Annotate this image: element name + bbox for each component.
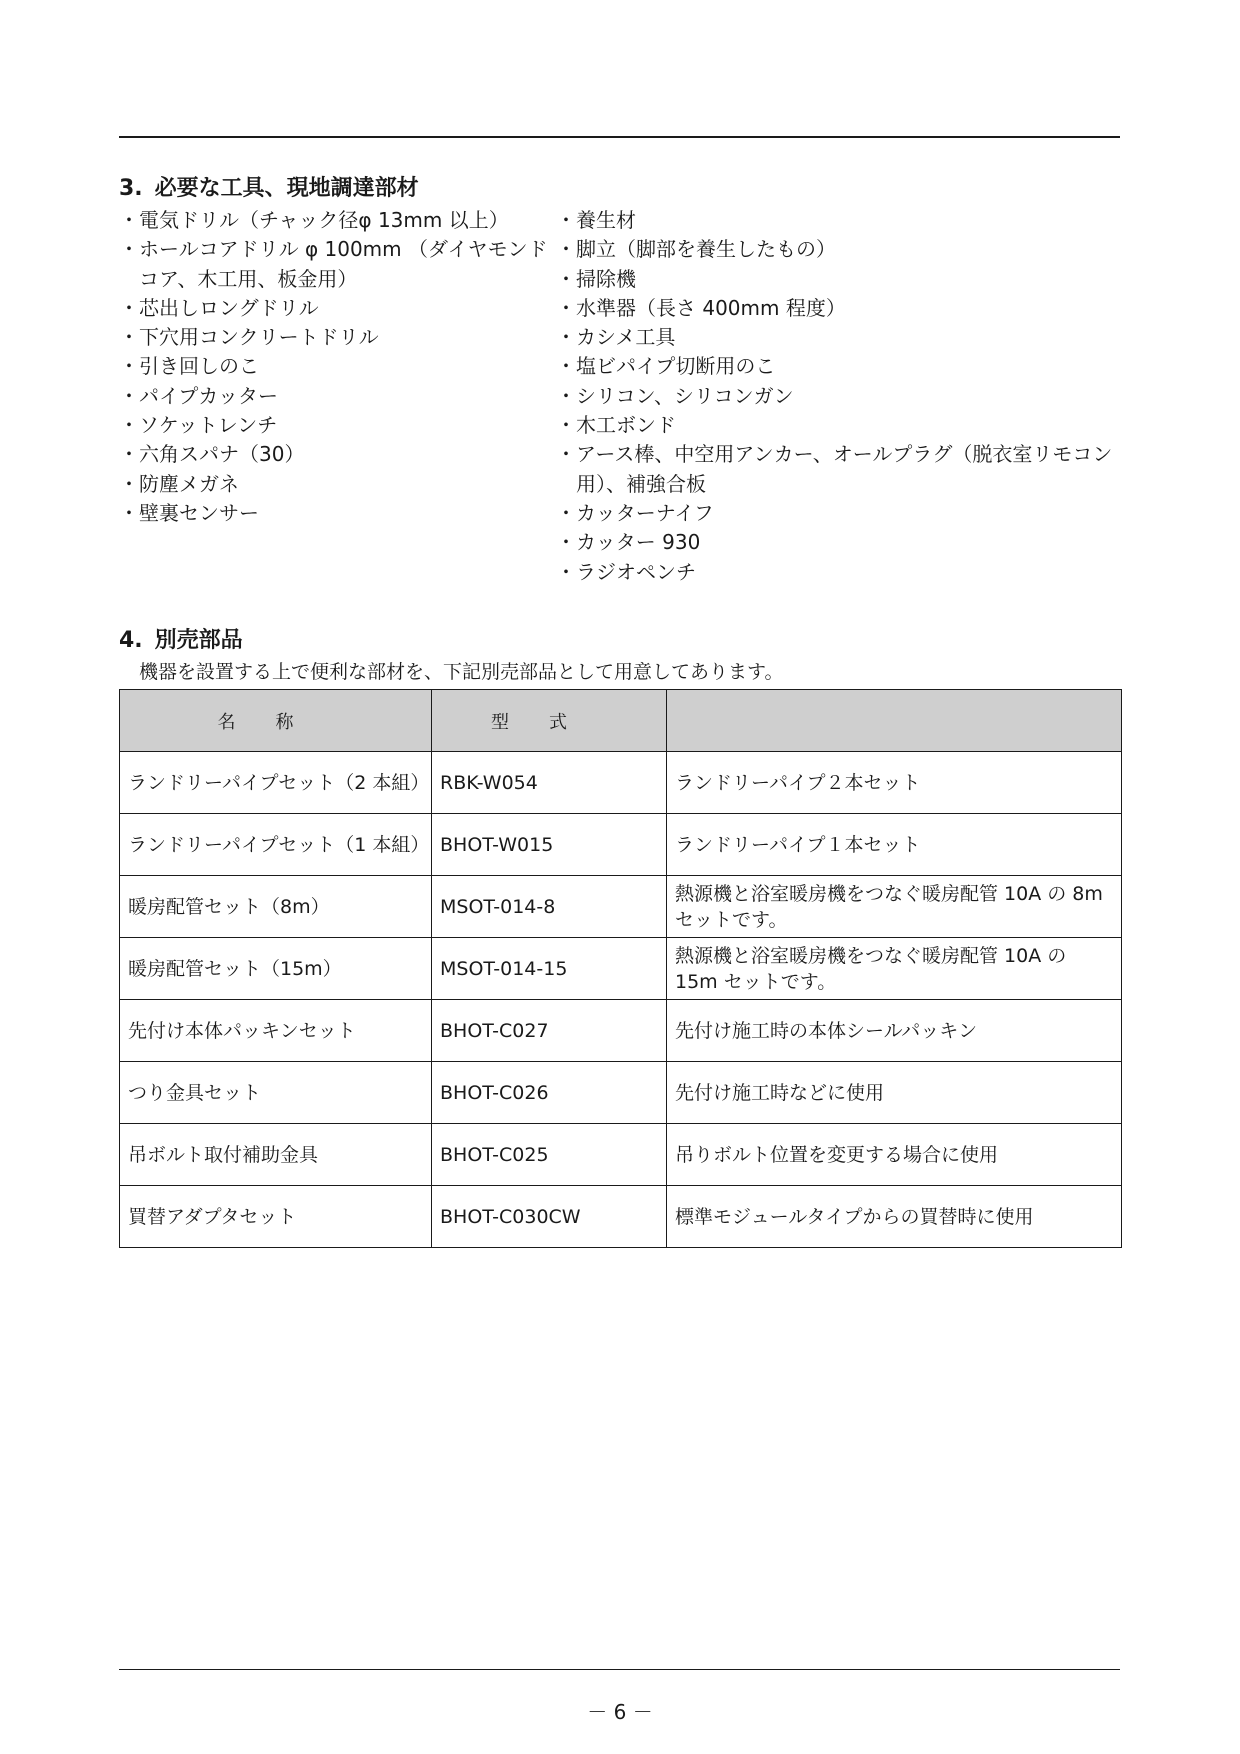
table-row	[120, 1124, 1122, 1186]
part-name-cell: 暖房配管セット（8m）	[120, 876, 432, 938]
table-row	[120, 752, 1122, 814]
top-rule	[119, 136, 1120, 138]
part-name-cell: 先付け本体パッキンセット	[120, 1000, 432, 1062]
list-item: ・ 六角スパナ（30）	[119, 440, 549, 469]
part-description-cell: ランドリーパイプ１本セット	[667, 814, 1122, 876]
list-item: ・ カシメ工具	[556, 323, 1122, 352]
section-4-intro: 機器を設置する上で便利な部材を、下記別売部品として用意してあります。	[139, 661, 784, 683]
list-item: ・ パイプカッター	[119, 382, 549, 411]
page-number: － 6 －	[587, 1700, 653, 1724]
list-item: ・ 下穴用コンクリートドリル	[119, 323, 549, 352]
part-description-cell: 先付け施工時の本体シールパッキン	[667, 1000, 1122, 1062]
part-name-cell: つり金具セット	[120, 1062, 432, 1124]
list-item: ・ アース棒、中空用アンカー、オールプラグ（脱衣室リモコン用）、補強合板	[556, 440, 1122, 499]
part-model-cell: BHOT-C026	[432, 1062, 667, 1124]
part-name-cell: 暖房配管セット（15m）	[120, 938, 432, 1000]
table-row	[120, 1186, 1122, 1248]
part-model-cell: BHOT-W015	[432, 814, 667, 876]
list-item: ・ 壁裏センサー	[119, 499, 549, 528]
part-model-cell: BHOT-C025	[432, 1124, 667, 1186]
table-header-row	[120, 690, 1122, 752]
part-description-cell: ランドリーパイプ２本セット	[667, 752, 1122, 814]
part-model-cell: BHOT-C027	[432, 1000, 667, 1062]
list-item: ・ 脚立（脚部を養生したもの）	[556, 235, 1122, 264]
part-model-cell: BHOT-C030CW	[432, 1186, 667, 1248]
list-item: ・ ラジオペンチ	[556, 558, 1122, 587]
part-name-cell: 買替アダプタセット	[120, 1186, 432, 1248]
section-3-number: 3.	[119, 176, 143, 201]
part-description-cell: 標準モジュールタイプからの買替時に使用	[667, 1186, 1122, 1248]
table-row	[120, 814, 1122, 876]
part-name-cell: 吊ボルト取付補助金具	[120, 1124, 432, 1186]
part-description-cell: 吊りボルト位置を変更する場合に使用	[667, 1124, 1122, 1186]
section-3-title: 必要な工具、現地調達部材	[154, 176, 419, 201]
list-item: ・ ホールコアドリル φ 100mm （ダイヤモンドコア、木工用、板金用）	[119, 235, 549, 294]
optional-parts-table	[119, 689, 1122, 1248]
part-model-cell: RBK-W054	[432, 752, 667, 814]
list-item: ・ シリコン、シリコンガン	[556, 382, 1122, 411]
bottom-rule	[119, 1669, 1120, 1670]
list-item: ・ 水準器（長さ 400mm 程度）	[556, 294, 1122, 323]
table-row	[120, 876, 1122, 938]
part-model-cell: MSOT-014-8	[432, 876, 667, 938]
list-item: ・ カッター 930	[556, 528, 1122, 557]
list-item: ・ 掃除機	[556, 265, 1122, 294]
list-item: ・ 養生材	[556, 206, 1122, 235]
part-name-cell: ランドリーパイプセット（2 本組）	[120, 752, 432, 814]
table-row	[120, 938, 1122, 1000]
part-description-cell: 熱源機と浴室暖房機をつなぐ暖房配管 10A の 15m セットです。	[667, 938, 1122, 1000]
list-item: ・ カッターナイフ	[556, 499, 1122, 528]
table-row	[120, 1000, 1122, 1062]
section-4-title: 別売部品	[154, 628, 243, 653]
table-row	[120, 1062, 1122, 1124]
part-name-cell: ランドリーパイプセット（1 本組）	[120, 814, 432, 876]
part-description-cell: 熱源機と浴室暖房機をつなぐ暖房配管 10A の 8m セットです。	[667, 876, 1122, 938]
section-4-number: 4.	[119, 628, 143, 653]
list-item: ・ 木工ボンド	[556, 411, 1122, 440]
tools-list-left	[119, 206, 549, 528]
part-description-cell: 先付け施工時などに使用	[667, 1062, 1122, 1124]
section-4-heading	[119, 630, 243, 652]
list-item: ・ 防塵メガネ	[119, 470, 549, 499]
list-item: ・ 引き回しのこ	[119, 352, 549, 381]
section-3-heading	[119, 178, 419, 200]
header-description	[667, 690, 1122, 752]
list-item: ・ 芯出しロングドリル	[119, 294, 549, 323]
part-model-cell: MSOT-014-15	[432, 938, 667, 1000]
header-name: 名称	[120, 690, 432, 752]
header-model: 型式	[432, 690, 667, 752]
list-item: ・ 塩ビパイプ切断用のこ	[556, 352, 1122, 381]
list-item: ・ 電気ドリル（チャック径φ 13mm 以上）	[119, 206, 549, 235]
tools-list-right	[556, 206, 1122, 587]
list-item: ・ ソケットレンチ	[119, 411, 549, 440]
